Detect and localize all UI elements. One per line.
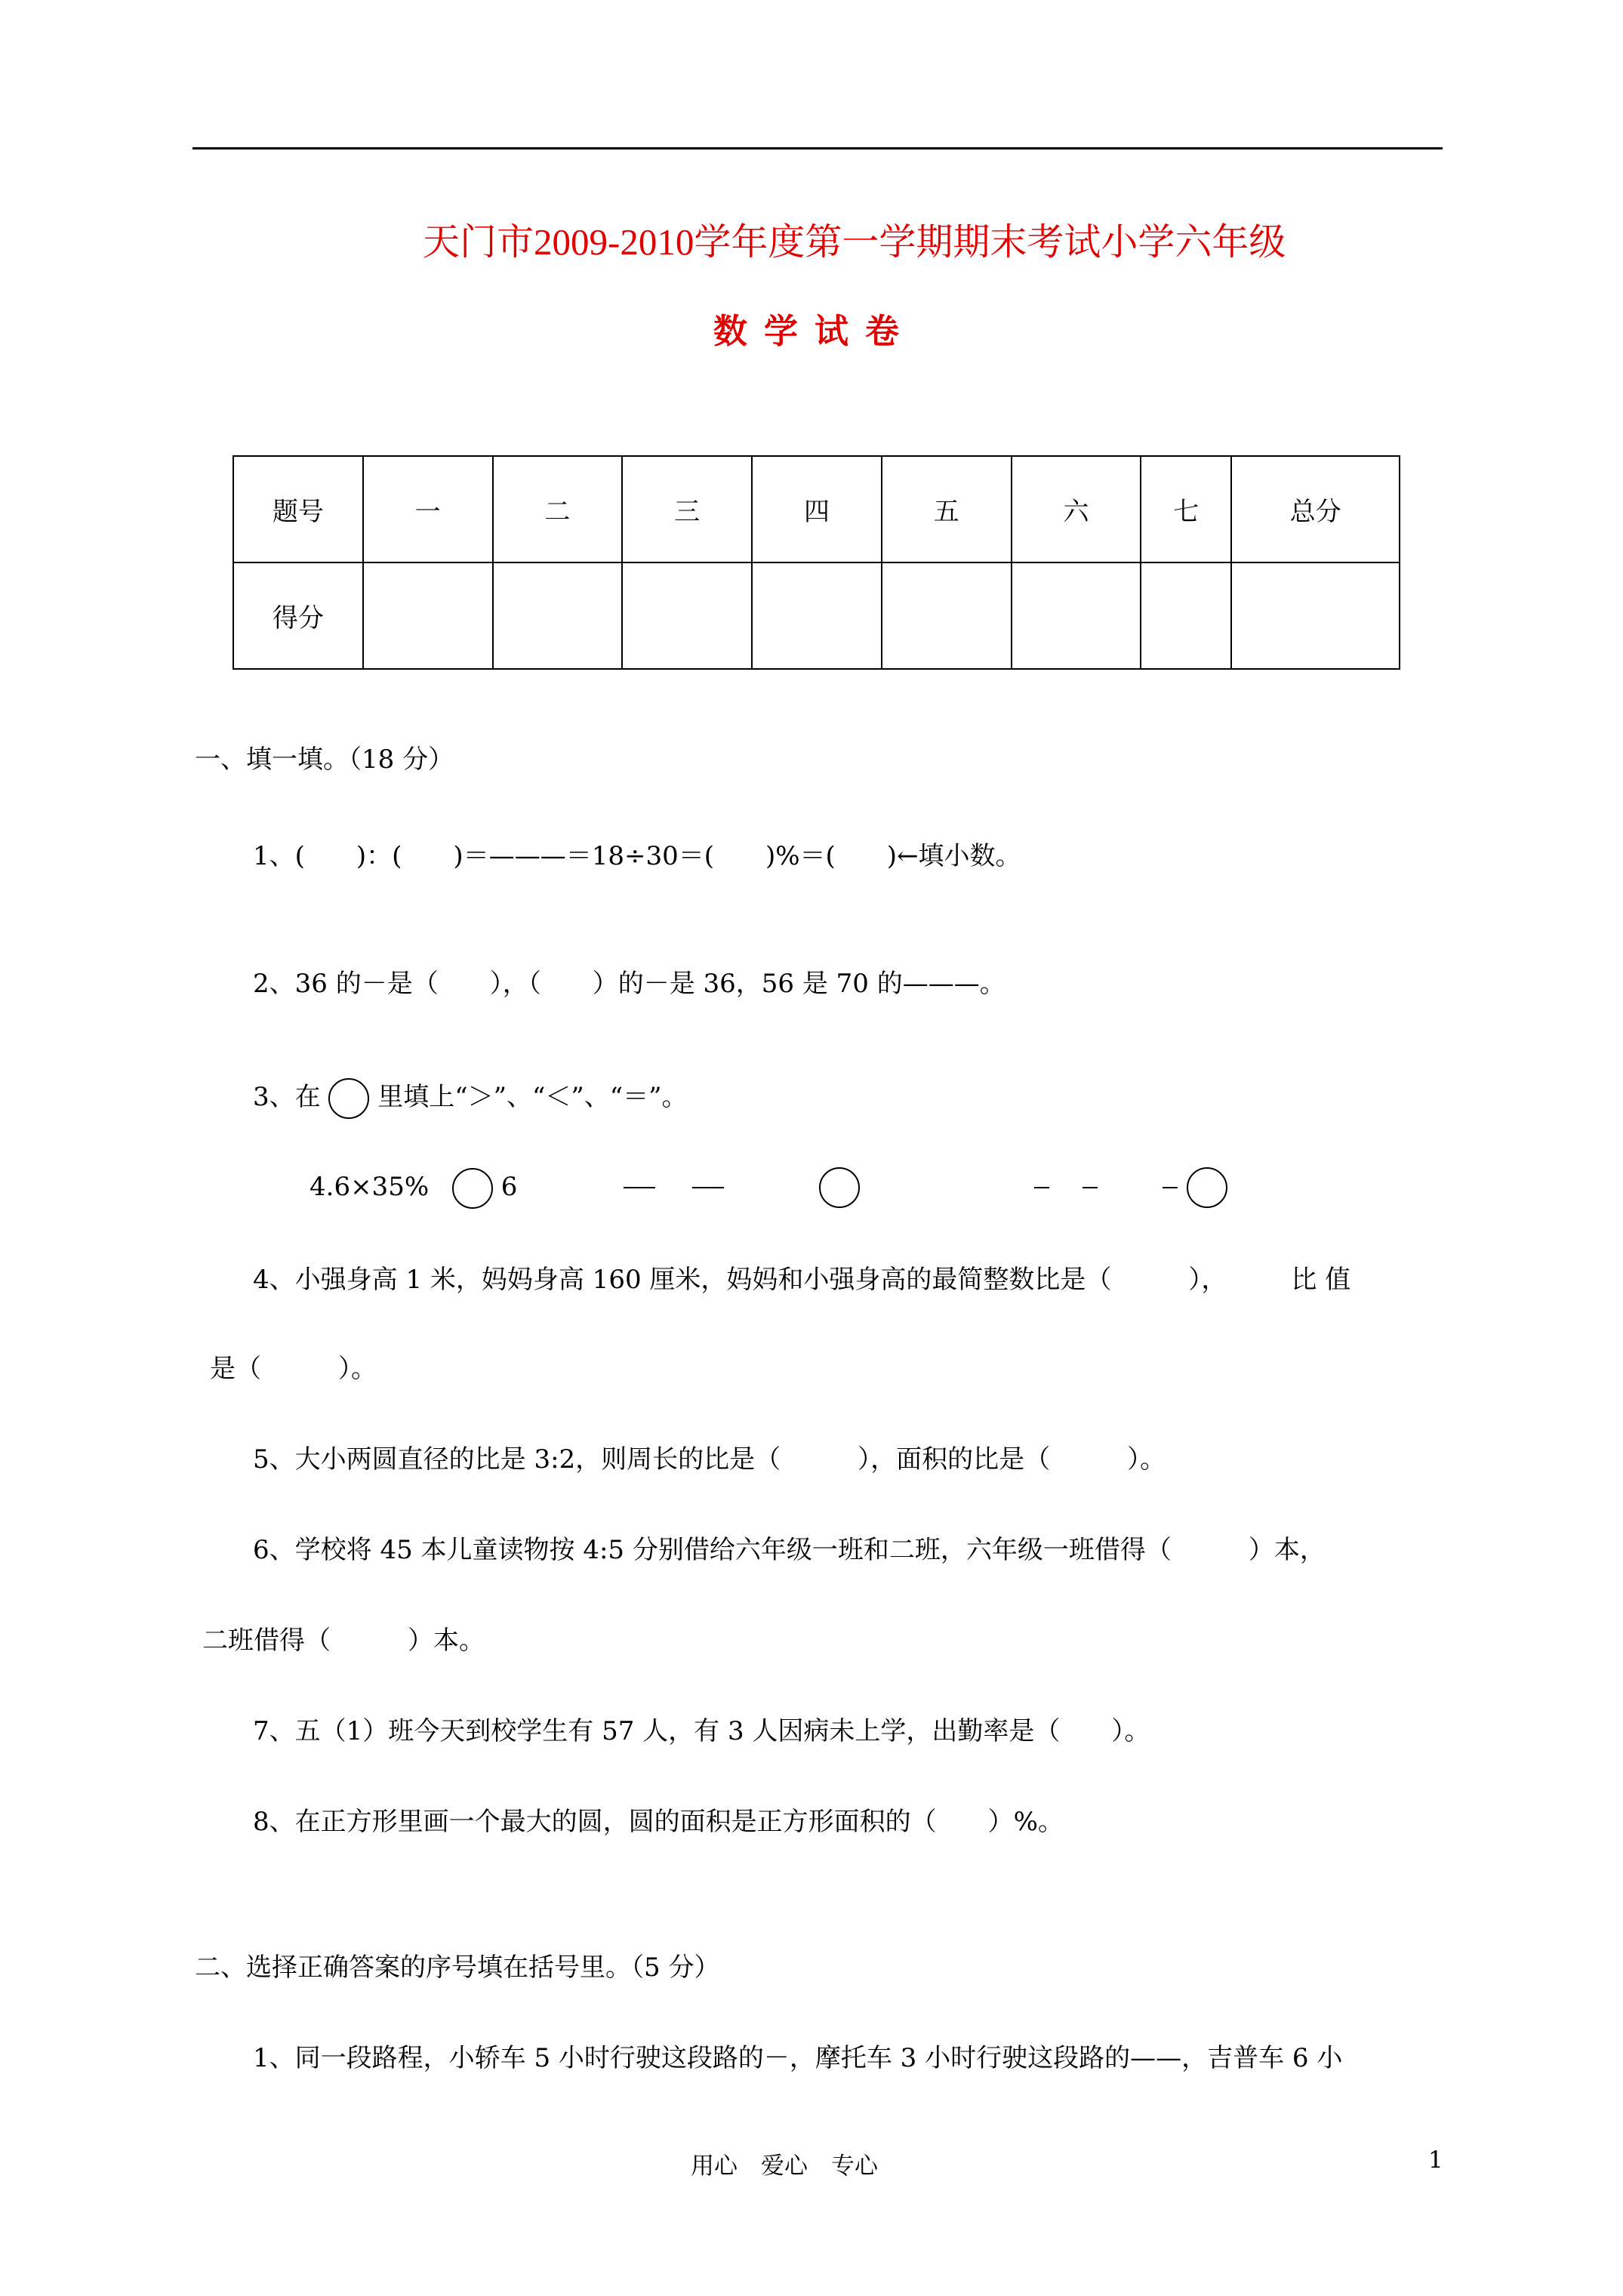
question-1-3-suffix: 里填上“＞”、“＜”、“＝”。 <box>377 1082 688 1112</box>
comparison-circle-icon <box>328 1078 369 1119</box>
score-table-cell <box>1141 562 1231 669</box>
fraction-bar <box>624 1187 655 1188</box>
score-table-cell <box>882 562 1012 669</box>
exam-subtitle: 数学试卷 <box>713 311 916 351</box>
comparison-value: 6 <box>500 1172 518 1202</box>
score-table-cell <box>1012 562 1141 669</box>
comparison-circle-icon <box>452 1168 493 1209</box>
comparison-row <box>310 1168 517 1209</box>
comparison-circle-icon <box>1187 1167 1227 1208</box>
score-table-cell <box>752 562 882 669</box>
score-table-cell: 四 <box>752 456 882 562</box>
section1-heading: 一、填一填。（18 分） <box>195 744 454 775</box>
score-table-header-row <box>233 456 1400 562</box>
fraction-bar <box>1034 1187 1049 1188</box>
score-table-cell: 题号 <box>233 456 363 562</box>
score-table-cell: 五 <box>882 456 1012 562</box>
score-table-cell: 六 <box>1012 456 1141 562</box>
question-1-7: 7、五（1）班今天到校学生有 57 人，有 3 人因病未上学，出勤率是（ ）。 <box>253 1716 1150 1746</box>
question-1-6-line2: 二班借得（ ）本。 <box>202 1626 485 1656</box>
comparison-expr: 4.6×35% <box>310 1172 430 1202</box>
fraction-bar <box>692 1187 724 1188</box>
exam-title: 天门市2009-2010学年度第一学期期末考试小学六年级 <box>423 221 1286 263</box>
question-1-8: 8、在正方形里画一个最大的圆，圆的面积是正方形面积的（ ）%。 <box>253 1807 1064 1837</box>
score-table-cell <box>1231 562 1400 669</box>
page-number: 1 <box>1428 2147 1443 2174</box>
question-1-6-line1: 6、学校将 45 本儿童读物按 4:5 分别借给六年级一班和二班，六年级一班借得（ ）本， <box>253 1535 1326 1565</box>
question-1-4-line2: 是（ ）。 <box>210 1354 377 1384</box>
score-table-score-row <box>233 562 1400 669</box>
fraction-bar <box>1083 1187 1098 1188</box>
score-table-cell <box>622 562 752 669</box>
fraction-bar <box>1163 1187 1178 1188</box>
footer-motto: 用心 爱心 专心 <box>691 2153 878 2180</box>
question-1-2: 2、36 的－是（ ），（ ）的－是 36，56 是 70 的———。 <box>253 969 1006 999</box>
score-table-cell: 二 <box>493 456 623 562</box>
score-table <box>233 455 1400 670</box>
header-rule <box>192 147 1443 149</box>
comparison-circle-icon <box>819 1167 860 1208</box>
score-table-cell: 总分 <box>1231 456 1400 562</box>
score-table-cell <box>363 562 493 669</box>
question-1-5: 5、大小两圆直径的比是 3:2，则周长的比是（ ），面积的比是（ ）。 <box>253 1444 1166 1475</box>
score-table-cell <box>493 562 623 669</box>
question-2-1: 1、同一段路程，小轿车 5 小时行驶这段路的－，摩托车 3 小时行驶这段路的——，吉普车 6 小 <box>253 2043 1343 2073</box>
score-table-cell: 三 <box>622 456 752 562</box>
question-1-4-line1: 4、小强身高 1 米，妈妈身高 160 厘米，妈妈和小强身高的最简整数比是（ ）， 比 值 <box>253 1265 1351 1295</box>
question-1-1: 1、( )：( )＝———＝18÷30＝( )%＝( )←填小数。 <box>253 841 1021 871</box>
score-table-cell: 得分 <box>233 562 363 669</box>
question-1-3-prefix: 3、在 <box>253 1082 321 1112</box>
score-table-cell: 一 <box>363 456 493 562</box>
section2-heading: 二、选择正确答案的序号填在括号里。（5 分） <box>195 1952 720 1983</box>
score-table-cell: 七 <box>1141 456 1231 562</box>
question-1-3 <box>253 1076 688 1119</box>
